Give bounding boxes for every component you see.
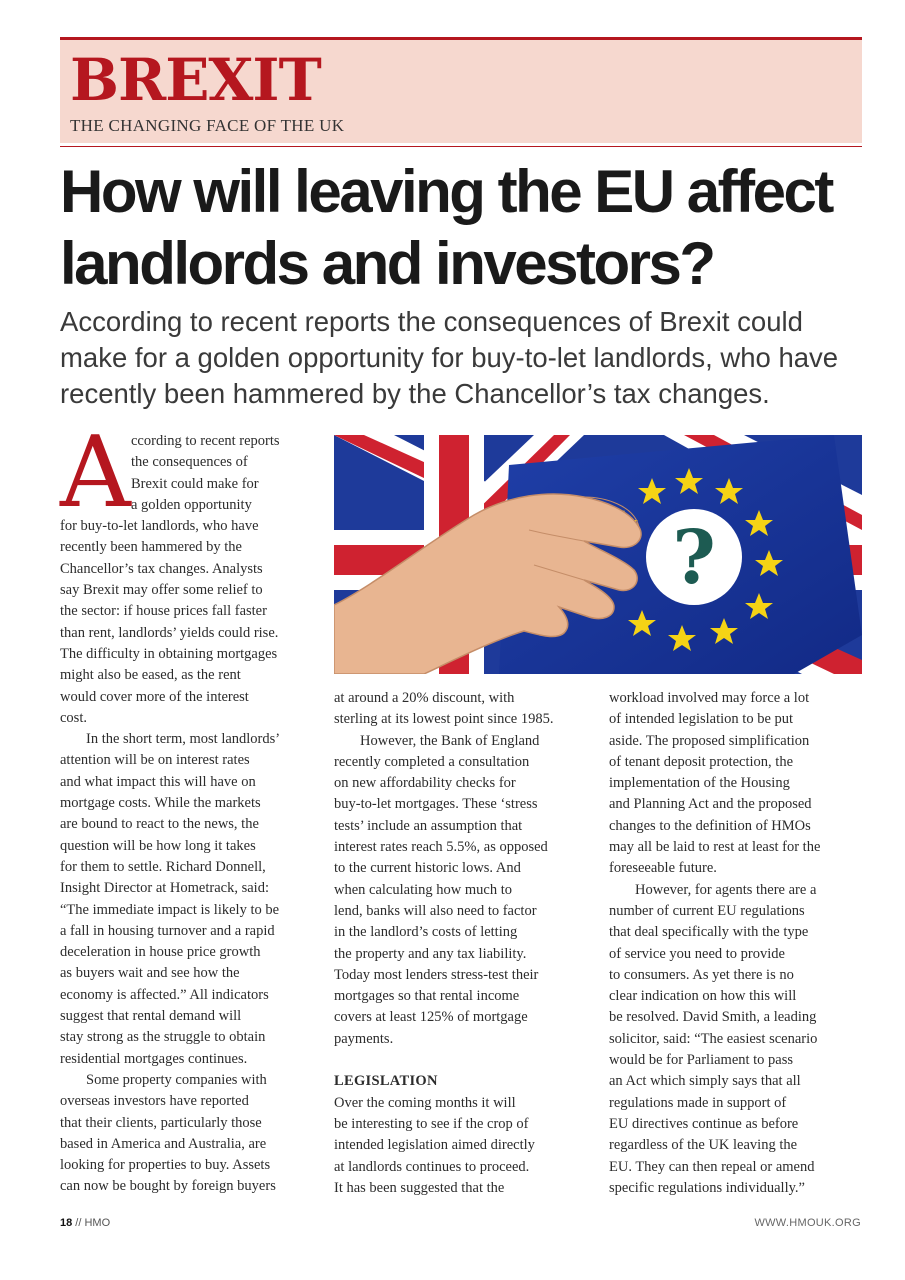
standfirst-line: recently been hammered by the Chancellor’s tax changes. [60, 378, 770, 409]
body-line: be interesting to see if the crop of [334, 1115, 529, 1132]
body-line: implementation of the Housing [609, 775, 790, 792]
body-line: are bound to react to the news, the [60, 816, 259, 833]
body-line: lend, banks will also need to factor [334, 902, 537, 919]
body-line: at around a 20% discount, with [334, 690, 515, 706]
body-line: that their clients, particularly those [60, 1114, 262, 1131]
body-line: Chancellor’s tax changes. Analysts [60, 560, 263, 577]
section-subtitle: THE CHANGING FACE OF THE UK [70, 116, 345, 135]
article-photo [334, 435, 862, 674]
body-line: ccording to recent reports [131, 433, 280, 449]
body-line: solicitor, said: “The easiest scenario [609, 1030, 818, 1047]
body-line: deceleration in house price growth [60, 944, 261, 961]
body-line: Some property companies with [86, 1071, 267, 1088]
body-line: that deal specifically with the type [609, 924, 809, 941]
body-line: based in America and Australia, are [60, 1135, 267, 1152]
body-column-3 [609, 688, 867, 1199]
body-line: residential mortgages continues. [60, 1050, 248, 1067]
body-line: may all be laid to rest at least for the [609, 839, 821, 856]
body-line: looking for properties to buy. Assets [60, 1157, 271, 1174]
body-line: However, the Bank of England [360, 732, 540, 749]
body-column-2 [334, 688, 592, 1199]
section-subhead: LEGISLATION [334, 1073, 438, 1090]
body-line: regardless of the UK leaving the [609, 1137, 798, 1154]
body-line: when calculating how much to [334, 881, 512, 898]
body-line: Today most lenders stress-test their [334, 966, 539, 983]
body-line: at landlords continues to proceed. [334, 1158, 530, 1175]
body-line: can now be bought by foreign buyers [60, 1178, 276, 1195]
body-line: cost. [60, 709, 87, 726]
body-line: tests’ include an assumption that [334, 817, 523, 834]
paragraph-gap [334, 1050, 592, 1071]
article-standfirst [60, 304, 870, 412]
body-line: be resolved. David Smith, a leading [609, 1009, 817, 1026]
body-line: changes to the definition of HMOs [609, 817, 811, 834]
body-line: in the landlord’s costs of letting [334, 924, 518, 941]
question-mark: ? [672, 515, 716, 601]
divider [60, 146, 862, 147]
body-line: In the short term, most landlords’ [86, 731, 281, 748]
body-line: for buy-to-let landlords, who have [60, 518, 259, 535]
body-line: mortgages so that rental income [334, 988, 520, 1005]
standfirst-line: make for a golden opportunity for buy-to-let landlords, who have [60, 342, 839, 373]
body-line: would be for Parliament to pass [609, 1052, 794, 1069]
body-line: regulations made in support of [609, 1094, 787, 1111]
brexit-flag-illustration [334, 435, 862, 674]
body-line: economy is affected.” All indicators [60, 986, 269, 1003]
body-line: Insight Director at Hometrack, said: [60, 880, 269, 897]
body-line: to consumers. As yet there is no [609, 966, 794, 983]
body-line: covers at least 125% of mortgage [334, 1009, 528, 1026]
drop-cap: A [60, 416, 131, 530]
section-title: BREXIT [70, 46, 321, 114]
body-line: of tenant deposit protection, the [609, 753, 794, 770]
body-line: intended legislation aimed directly [334, 1137, 535, 1154]
body-line: interest rates reach 5.5%, as opposed [334, 839, 548, 856]
body-line: The difficulty in obtaining mortgages [60, 645, 278, 662]
body-line: on new affordability checks for [334, 775, 516, 792]
body-line: to the current historic lows. And [334, 860, 521, 877]
page-footer-left [60, 1217, 110, 1229]
body-line: recently completed a consultation [334, 753, 530, 770]
body-line: a fall in housing turnover and a rapid [60, 922, 275, 939]
body-line: would cover more of the interest [60, 688, 249, 705]
body-line: Brexit could make for [131, 475, 259, 492]
body-line: workload involved may force a lot [609, 690, 810, 706]
publication-name: // HMO [72, 1217, 111, 1229]
body-line: stay strong as the struggle to obtain [60, 1029, 266, 1046]
body-line: It has been suggested that the [334, 1179, 505, 1196]
body-line: question will be how long it takes [60, 837, 256, 854]
body-column-1 [60, 416, 318, 1198]
body-line: clear indication on how this will [609, 988, 797, 1005]
body-line: of service you need to provide [609, 945, 785, 962]
body-line: and what impact this will have on [60, 773, 256, 790]
body-line: say Brexit may offer some relief to [60, 582, 263, 599]
website-url[interactable]: WWW.HMOUK.ORG [754, 1217, 861, 1229]
section-banner [60, 37, 862, 143]
body-line: attention will be on interest rates [60, 752, 250, 769]
body-line: specific regulations individually.” [609, 1179, 805, 1196]
headline-line: How will leaving the EU affect [60, 158, 832, 225]
body-line: “The immediate impact is likely to be [60, 901, 280, 918]
body-line: EU directives continue as before [609, 1115, 799, 1132]
body-line: buy-to-let mortgages. These ‘stress [334, 796, 538, 813]
body-line: of intended legislation to be put [609, 711, 794, 728]
body-line: overseas investors have reported [60, 1093, 249, 1110]
body-line: Over the coming months it will [334, 1094, 516, 1111]
body-line: recently been hammered by the [60, 539, 242, 556]
body-line: for them to settle. Richard Donnell, [60, 858, 266, 875]
body-line: a golden opportunity [131, 496, 252, 513]
page-number: 18 [60, 1217, 73, 1229]
body-line: aside. The proposed simplification [609, 732, 810, 749]
body-line: sterling at its lowest point since 1985. [334, 711, 554, 728]
body-line: suggest that rental demand will [60, 1008, 242, 1025]
body-line: mortgage costs. While the markets [60, 795, 261, 812]
body-line: number of current EU regulations [609, 902, 805, 919]
body-line: as buyers wait and see how the [60, 965, 240, 982]
body-line: might also be eased, as the rent [60, 667, 241, 684]
body-line: an Act which simply says that all [609, 1073, 801, 1090]
body-line: and Planning Act and the proposed [609, 796, 812, 813]
body-line: the consequences of [131, 454, 248, 471]
article-headline [60, 156, 890, 300]
body-line: the property and any tax liability. [334, 945, 527, 962]
body-line: EU. They can then repeal or amend [609, 1158, 815, 1175]
body-line: the sector: if house prices fall faster [60, 603, 267, 620]
standfirst-line: According to recent reports the consequences of Brexit could [60, 306, 803, 337]
body-line: payments. [334, 1030, 394, 1047]
body-line: than rent, landlords’ yields could rise. [60, 624, 279, 641]
body-line: However, for agents there are a [635, 881, 817, 898]
body-line: foreseeable future. [609, 860, 717, 877]
headline-line: landlords and investors? [60, 230, 714, 297]
